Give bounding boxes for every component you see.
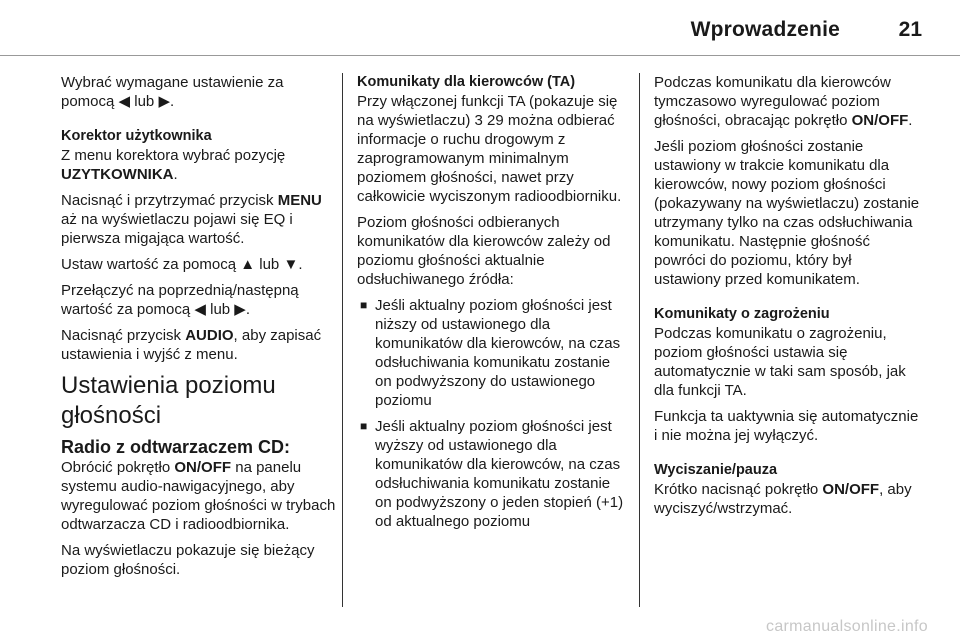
ta-paragraph-1: Przy włączonej funkcji TA (pokazuje się na wyświetlaczu) 3 29 można odbierać informacje o ruchu drogowym z zaprogramowanym minimalnym poziomem głośności, nawet przy całkowicie wyciszonym radioodbiorniku.: [357, 93, 622, 205]
column-2: [357, 73, 629, 538]
left-arrow-icon: ◀: [194, 301, 206, 318]
ta-heading: Komunikaty dla kierowców (TA): [357, 74, 576, 90]
list-item: ■ Jeśli aktualny poziom głośności jest niższy od ustawionego dla komunikatów dla kierowców, na czas odsłuchiwania komunikatu zostanie on podwyższony do ustawionego poziomu: [360, 297, 621, 409]
square-bullet-icon: ■: [360, 298, 368, 312]
col3-paragraph-1: Podczas komunikatu dla kierowców tymczasowo wyregulować poziom głośności, obracając pokrętło ON/OFF.: [654, 74, 913, 129]
list-item: ■ Jeśli aktualny poziom głośności jest wyższy od ustawionego dla komunikatów dla kierowców, na czas odsłuchiwania komunikatu zostanie on podwyższony o jeden stopień (+1) od aktualnego poziomu: [360, 418, 624, 530]
header-title: Wprowadzenie: [690, 18, 840, 41]
column-1: [61, 73, 337, 586]
ta-paragraph-2: Poziom głośności odbieranych komunikatów dla kierowców zależy od poziomu głośności aktualnie odsłuchiwanego źródła:: [357, 214, 611, 288]
watermark: carmanualsonline.info: [766, 618, 928, 635]
column-divider-2: [639, 73, 640, 607]
wyciszanie-paragraph-1: Krótko nacisnąć pokrętło ON/OFF, aby wyciszyć/wstrzymać.: [654, 481, 912, 517]
column-3: [654, 73, 922, 525]
korektor-paragraph-2: Nacisnąć i przytrzymać przycisk MENU aż na wyświetlaczu pojawi się EQ i pierwsza migająca wartość.: [61, 192, 322, 247]
col3-paragraph-2: Jeśli poziom głośności zostanie ustawiony w trakcie komunikatu dla kierowców, nowy poziom głośności (pokazywany na wyświetlaczu) zostanie utrzymany tylko na czas odsłuchiwania komunikatu. Następnie głośność powróci do poziomu, który był ustawiony przed komunikatem.: [654, 138, 920, 288]
korektor-paragraph-3: Ustaw wartość za pomocą ▲ lub ▼.: [61, 256, 303, 273]
up-arrow-icon: ▲: [240, 256, 256, 273]
column-divider-1: [342, 73, 343, 607]
left-arrow-icon: ◀: [118, 93, 131, 110]
right-arrow-icon: ▶: [158, 93, 170, 110]
zagrozenie-paragraph-2: Funkcja ta uaktywnia się automatycznie i nie można jej wyłączyć.: [654, 408, 919, 444]
zagrozenie-paragraph-1: Podczas komunikatu o zagrożeniu, poziom głośności ustawia się automatycznie w taki sam sposób, jak dla funkcji TA.: [654, 325, 906, 399]
header-rule: [0, 55, 960, 56]
zagrozenie-heading: Komunikaty o zagrożeniu: [654, 306, 830, 322]
wyciszanie-heading: Wyciszanie/pauza: [654, 462, 778, 478]
intro-paragraph: Wybrać wymagane ustawienie za pomocą ◀ lub ▶.: [61, 74, 284, 110]
korektor-paragraph-1: Z menu korektora wybrać pozycję UZYTKOWNIKA.: [61, 147, 286, 183]
korektor-paragraph-4: Przełączyć na poprzednią/następną wartość za pomocą ◀ lub ▶.: [61, 282, 299, 318]
square-bullet-icon: ■: [360, 419, 368, 433]
page-number: 21: [898, 18, 922, 41]
radio-paragraph-2: Na wyświetlaczu pokazuje się bieżący poziom głośności.: [61, 542, 315, 578]
radio-paragraph-1: Obrócić pokrętło ON/OFF na panelu systemu audio-nawigacyjnego, aby wyregulować poziom głośności w trybach odtwarzacza CD i radioodbiornika.: [61, 459, 336, 533]
section-title: Ustawienia poziomu głośności: [61, 372, 276, 429]
ta-bullet-list: [357, 296, 629, 531]
radio-heading: Radio z odtwarzaczem CD:: [61, 437, 291, 457]
korektor-heading: Korektor użytkownika: [61, 128, 212, 144]
korektor-paragraph-5: Nacisnąć przycisk AUDIO, aby zapisać ustawienia i wyjść z menu.: [61, 327, 322, 363]
page-reference-icon: 3: [474, 112, 483, 129]
down-arrow-icon: ▼: [283, 256, 299, 273]
right-arrow-icon: ▶: [234, 301, 246, 318]
